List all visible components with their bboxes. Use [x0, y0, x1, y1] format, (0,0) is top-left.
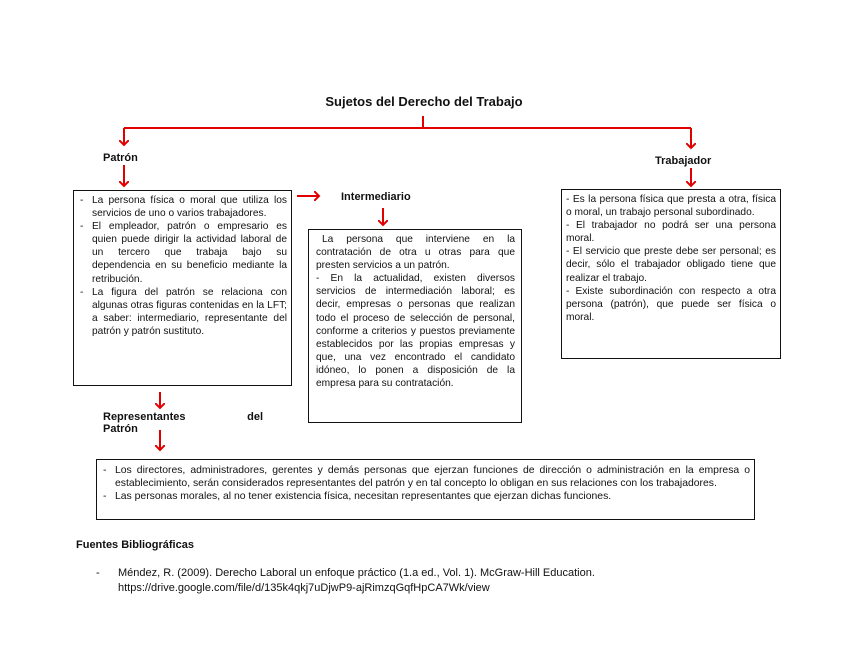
- trabajador-item: - El servicio que preste debe ser personal; es decir, sólo el trabajador obligado tiene que realizar el trabajo.: [566, 246, 776, 284]
- patron-item: - La persona física o moral que utiliza los servicios de uno o varios trabajadores.: [78, 194, 287, 220]
- trabajador-item: - Es la persona física que presta a otra, física o moral, un trabajo personal subordinado.: [566, 194, 776, 219]
- patron-item: - La figura del patrón se relaciona con algunas otras figuras contenidas en la LFT; a saber: intermediario, representante del patrón y patrón sustituto.: [78, 286, 287, 338]
- reference-text: Méndez, R. (2009). Derecho Laboral un enfoque práctico (1.a ed., Vol. 1). McGraw-Hill Education.: [118, 567, 595, 579]
- references-title: Fuentes Bibliográficas: [76, 539, 194, 551]
- representantes-label-line2: Patrón: [103, 423, 138, 435]
- reference-bullet: -: [96, 567, 100, 579]
- intermediario-box: [308, 229, 522, 423]
- representantes-box: [96, 459, 755, 520]
- diagram-title: Sujetos del Derecho del Trabajo: [325, 94, 523, 109]
- patron-label: Patrón: [103, 152, 138, 164]
- patron-item: - El empleador, patrón o empresario es quien puede dirigir la actividad laboral de un tercero que trabaja bajo su dependencia en su beneficio mediante la retribución.: [78, 220, 287, 285]
- patron-box: [73, 190, 292, 386]
- intermediario-label: Intermediario: [341, 191, 411, 203]
- trabajador-box: [561, 189, 781, 359]
- representantes-item: - Las personas morales, al no tener existencia física, necesitan representantes que ejerzan dichas funciones.: [101, 490, 750, 503]
- intermediario-paragraph: - En la actualidad, existen diversos servicios de intermediación laboral; es decir, empresas o personas que realizan todo el proceso de selección de personal, conforme a criterios y puestos previamente establecidos por las propias empresas y que, una vez encontrado el candidato idóneo, lo ponen a disposición de la empresa para su contratación.: [316, 273, 515, 390]
- trabajador-label: Trabajador: [655, 155, 712, 167]
- trabajador-item: - Existe subordinación con respecto a otra persona (patrón), que puede ser física o moral.: [566, 285, 776, 323]
- intermediario-paragraph: La persona que interviene en la contratación de otra u otras para que presten servicios a un patrón.: [316, 234, 515, 272]
- reference-item: [96, 566, 772, 596]
- trabajador-item: - El trabajador no podrá ser una persona moral.: [566, 220, 776, 245]
- representantes-item: - Los directores, administradores, gerentes y demás personas que ejerzan funciones de dirección o administración en la empresa o establecimiento, serán considerados representantes del patrón y en tal concepto lo obligan en sus relaciones con los trabajadores.: [101, 464, 750, 490]
- representantes-label: [103, 411, 263, 435]
- representantes-label-line1: Representantes del: [103, 411, 263, 423]
- reference-link[interactable]: https://drive.google.com/file/d/135k4qkj7uDjwP9-ajRimzqGqfHpCA7Wk/view: [118, 582, 490, 594]
